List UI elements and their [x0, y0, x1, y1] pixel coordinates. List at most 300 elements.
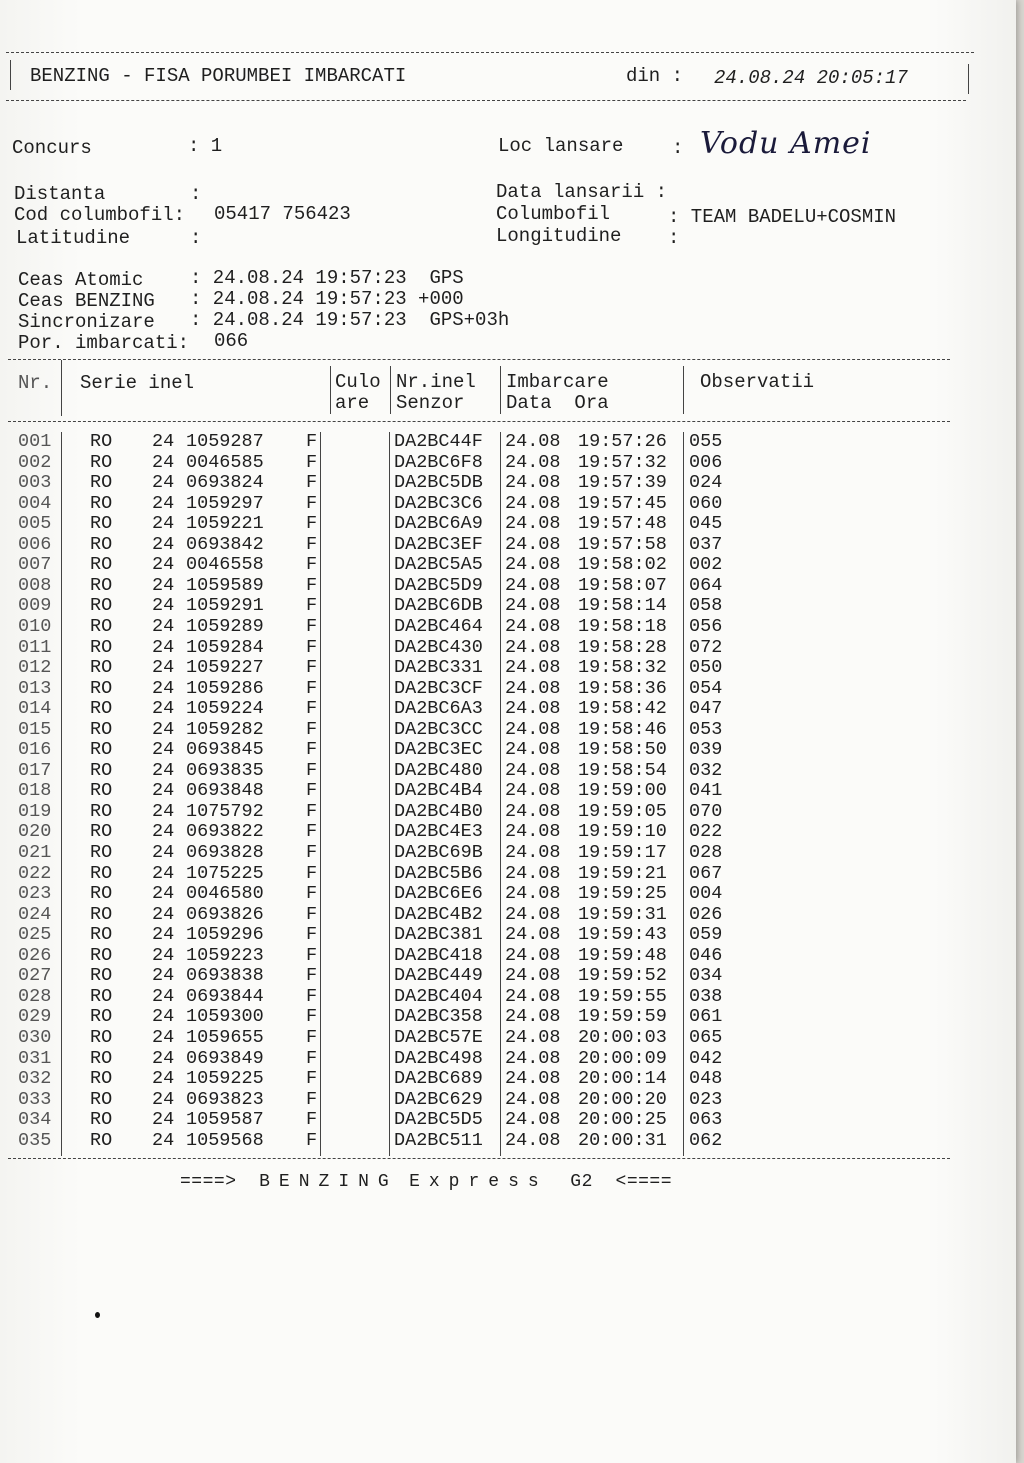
row-observation: 061	[689, 1006, 723, 1028]
row-boarding-date: 24.08	[505, 1026, 561, 1048]
row-sensor-id: DA2BC3CF	[394, 677, 483, 699]
row-boarding-time: 19:58:14	[578, 595, 667, 617]
row-boarding-date: 24.08	[505, 903, 561, 925]
row-ring-number: 1059655	[186, 1026, 264, 1048]
columbofil-value: : TEAM BADELU+COSMIN	[668, 206, 897, 228]
row-observation: 042	[689, 1047, 723, 1069]
row-boarding-date: 24.08	[505, 636, 561, 658]
row-observation: 034	[689, 965, 723, 987]
row-year: 24	[152, 492, 175, 514]
row-boarding-date: 24.08	[505, 1109, 561, 1131]
row-boarding-date: 24.08	[505, 718, 561, 740]
row-number: 015	[18, 718, 52, 740]
col-nr-header: Nr.	[18, 372, 53, 394]
row-year: 24	[152, 657, 175, 679]
row-sex: F	[306, 657, 318, 679]
row-ring-number: 0693849	[186, 1047, 264, 1069]
row-observation: 070	[689, 800, 723, 822]
row-sensor-id: DA2BC358	[394, 1006, 483, 1028]
por-imbarcati-label: Por. imbarcati:	[18, 332, 190, 354]
row-year: 24	[152, 615, 175, 637]
row-sex: F	[306, 492, 318, 514]
row-country: RO	[90, 1047, 113, 1069]
row-year: 24	[152, 1068, 175, 1090]
row-sex: F	[306, 1088, 318, 1110]
row-country: RO	[90, 821, 113, 843]
row-observation: 064	[689, 574, 723, 596]
footer-model: G2	[570, 1172, 593, 1192]
latitudine-label: Latitudine	[16, 227, 131, 249]
row-number: 020	[18, 821, 52, 843]
row-ring-number: 0693835	[186, 759, 264, 781]
row-boarding-time: 19:58:02	[578, 554, 667, 576]
col-divider	[500, 366, 501, 414]
row-sensor-id: DA2BC404	[394, 985, 483, 1007]
table-bottom-rule	[8, 1158, 950, 1159]
row-sex: F	[306, 718, 318, 740]
row-number: 035	[18, 1129, 52, 1151]
row-year: 24	[152, 883, 175, 905]
table-row	[0, 1131, 760, 1152]
row-sex: F	[306, 903, 318, 925]
row-boarding-date: 24.08	[505, 965, 561, 987]
row-country: RO	[90, 944, 113, 966]
row-country: RO	[90, 1129, 113, 1151]
table-row	[0, 781, 760, 802]
row-ring-number: 0693828	[186, 842, 264, 863]
row-number: 013	[18, 677, 52, 699]
row-boarding-time: 19:58:28	[578, 636, 667, 658]
row-sex: F	[306, 1109, 318, 1131]
footer-express: Express	[409, 1172, 548, 1192]
row-ring-number: 1059221	[186, 513, 264, 535]
row-country: RO	[90, 924, 113, 946]
row-ring-number: 1059223	[186, 944, 264, 966]
row-country: RO	[90, 513, 113, 535]
row-ring-number: 0693824	[186, 472, 264, 494]
row-sensor-id: DA2BC69B	[394, 842, 483, 863]
row-ring-number: 1059587	[186, 1109, 264, 1131]
loc-lansare-label: Loc lansare	[498, 135, 624, 157]
row-sensor-id: DA2BC5D5	[394, 1109, 483, 1131]
table-row	[0, 576, 760, 597]
row-observation: 065	[689, 1026, 723, 1048]
row-year: 24	[152, 1026, 175, 1048]
row-sex: F	[306, 554, 318, 576]
row-year: 24	[152, 698, 175, 720]
row-boarding-time: 19:59:43	[578, 924, 667, 946]
col-data-ora-header: Data Ora	[506, 392, 609, 414]
table-row	[0, 679, 760, 700]
concurs-value: : 1	[188, 135, 223, 157]
row-boarding-time: 19:59:55	[578, 985, 667, 1007]
row-observation: 006	[689, 451, 723, 473]
col-observatii-header: Observatii	[700, 371, 815, 393]
row-sex: F	[306, 1129, 318, 1151]
row-number: 024	[18, 903, 52, 925]
col-are-header: are	[335, 392, 370, 414]
row-boarding-date: 24.08	[505, 924, 561, 946]
row-number: 027	[18, 965, 52, 987]
row-country: RO	[90, 985, 113, 1007]
row-observation: 038	[689, 985, 723, 1007]
row-boarding-date: 24.08	[505, 842, 561, 863]
row-year: 24	[152, 513, 175, 535]
footer-left-arrow: ====>	[180, 1172, 237, 1192]
row-observation: 048	[689, 1068, 723, 1090]
col-nrinel-header: Nr.inel	[396, 371, 476, 393]
row-sex: F	[306, 759, 318, 781]
data-lansarii-label: Data lansarii :	[496, 181, 668, 203]
row-boarding-time: 20:00:31	[578, 1129, 667, 1151]
row-year: 24	[152, 595, 175, 617]
row-sex: F	[306, 821, 318, 843]
row-boarding-date: 24.08	[505, 595, 561, 617]
report-title: BENZING - FISA PORUMBEI IMBARCATI	[30, 65, 407, 87]
row-boarding-date: 24.08	[505, 677, 561, 699]
row-boarding-date: 24.08	[505, 1047, 561, 1069]
row-country: RO	[90, 1109, 113, 1131]
row-sex: F	[306, 513, 318, 535]
row-boarding-time: 19:57:26	[578, 431, 667, 452]
row-sensor-id: DA2BC5DB	[394, 472, 483, 494]
row-boarding-time: 19:57:39	[578, 472, 667, 494]
row-ring-number: 0693822	[186, 821, 264, 843]
row-year: 24	[152, 451, 175, 473]
row-boarding-time: 19:57:45	[578, 492, 667, 514]
row-sensor-id: DA2BC418	[394, 944, 483, 966]
row-sensor-id: DA2BC381	[394, 924, 483, 946]
table-row	[0, 884, 760, 905]
row-observation: 046	[689, 944, 723, 966]
row-boarding-date: 24.08	[505, 533, 561, 555]
table-row	[0, 946, 760, 967]
ceas-atomic-label: Ceas Atomic	[18, 269, 144, 291]
loc-lansare-handwritten: Vodu Amei	[700, 126, 872, 161]
row-country: RO	[90, 677, 113, 699]
table-row	[0, 1049, 760, 1070]
row-country: RO	[90, 862, 113, 884]
col-culo-header: Culo	[335, 371, 381, 393]
row-year: 24	[152, 533, 175, 555]
table-row	[0, 720, 760, 741]
concurs-label: Concurs	[12, 137, 92, 159]
row-sensor-id: DA2BC4B0	[394, 800, 483, 822]
col-imbarcare-header: Imbarcare	[506, 371, 609, 393]
row-boarding-date: 24.08	[505, 1129, 561, 1151]
row-country: RO	[90, 554, 113, 576]
row-year: 24	[152, 780, 175, 802]
row-sensor-id: DA2BC3EF	[394, 533, 483, 555]
row-boarding-time: 19:59:21	[578, 862, 667, 884]
row-ring-number: 1059284	[186, 636, 264, 658]
row-sensor-id: DA2BC480	[394, 759, 483, 781]
row-observation: 032	[689, 759, 723, 781]
row-sensor-id: DA2BC5D9	[394, 574, 483, 596]
row-boarding-time: 19:59:17	[578, 842, 667, 863]
row-ring-number: 0693826	[186, 903, 264, 925]
row-ring-number: 0693823	[186, 1088, 264, 1110]
row-sex: F	[306, 615, 318, 637]
row-boarding-time: 19:58:36	[578, 677, 667, 699]
row-boarding-time: 19:58:18	[578, 615, 667, 637]
row-sensor-id: DA2BC3EC	[394, 739, 483, 761]
row-number: 023	[18, 883, 52, 905]
col-divider	[390, 366, 391, 414]
row-sex: F	[306, 862, 318, 884]
table-row	[0, 822, 760, 843]
row-sex: F	[306, 698, 318, 720]
row-sex: F	[306, 842, 318, 863]
row-year: 24	[152, 472, 175, 494]
row-observation: 060	[689, 492, 723, 514]
row-sex: F	[306, 883, 318, 905]
row-number: 011	[18, 636, 52, 658]
row-number: 014	[18, 698, 52, 720]
col-senzor-header: Senzor	[396, 392, 465, 414]
row-sensor-id: DA2BC44F	[394, 431, 483, 452]
row-observation: 037	[689, 533, 723, 555]
row-number: 006	[18, 533, 52, 555]
col-serie-header: Serie inel	[80, 372, 195, 394]
row-country: RO	[90, 1068, 113, 1090]
row-country: RO	[90, 595, 113, 617]
row-observation: 058	[689, 595, 723, 617]
row-boarding-time: 19:59:31	[578, 903, 667, 925]
row-boarding-time: 19:57:58	[578, 533, 667, 555]
distanta-value: :	[190, 183, 202, 205]
row-country: RO	[90, 533, 113, 555]
row-observation: 062	[689, 1129, 723, 1151]
table-row	[0, 638, 760, 659]
sincronizare-value: : 24.08.24 19:57:23 GPS+03h	[190, 309, 510, 331]
row-sex: F	[306, 533, 318, 555]
row-boarding-date: 24.08	[505, 492, 561, 514]
row-year: 24	[152, 1006, 175, 1028]
row-boarding-date: 24.08	[505, 554, 561, 576]
row-country: RO	[90, 1006, 113, 1028]
row-country: RO	[90, 698, 113, 720]
row-year: 24	[152, 677, 175, 699]
report-din-label: din :	[626, 65, 684, 87]
row-sensor-id: DA2BC4B2	[394, 903, 483, 925]
row-observation: 023	[689, 1088, 723, 1110]
row-sensor-id: DA2BC3C6	[394, 492, 483, 514]
row-boarding-date: 24.08	[505, 431, 561, 452]
table-row	[0, 432, 760, 453]
row-boarding-date: 24.08	[505, 1088, 561, 1110]
row-country: RO	[90, 800, 113, 822]
row-boarding-time: 19:58:07	[578, 574, 667, 596]
row-sex: F	[306, 472, 318, 494]
row-year: 24	[152, 718, 175, 740]
row-year: 24	[152, 965, 175, 987]
row-number: 028	[18, 985, 52, 1007]
latitudine-value: :	[190, 227, 202, 249]
row-country: RO	[90, 574, 113, 596]
table-row	[0, 1110, 760, 1131]
row-sex: F	[306, 965, 318, 987]
header-right-border	[968, 64, 969, 94]
table-row	[0, 617, 760, 638]
row-sex: F	[306, 677, 318, 699]
row-number: 005	[18, 513, 52, 535]
row-country: RO	[90, 718, 113, 740]
table-row	[0, 473, 760, 494]
col-divider	[683, 366, 684, 414]
row-boarding-time: 19:58:32	[578, 657, 667, 679]
row-country: RO	[90, 842, 113, 863]
row-boarding-time: 20:00:09	[578, 1047, 667, 1069]
row-country: RO	[90, 1026, 113, 1048]
row-sex: F	[306, 944, 318, 966]
row-sex: F	[306, 1068, 318, 1090]
row-observation: 028	[689, 842, 723, 863]
table-header-top-rule	[8, 359, 950, 360]
row-boarding-date: 24.08	[505, 759, 561, 781]
table-row	[0, 966, 760, 987]
row-country: RO	[90, 657, 113, 679]
row-ring-number: 1059297	[186, 492, 264, 514]
row-year: 24	[152, 903, 175, 925]
row-boarding-time: 19:57:32	[578, 451, 667, 473]
row-number: 022	[18, 862, 52, 884]
table-row	[0, 555, 760, 576]
table-row	[0, 658, 760, 679]
row-boarding-time: 20:00:20	[578, 1088, 667, 1110]
row-sex: F	[306, 1006, 318, 1028]
header-left-border	[10, 60, 11, 90]
row-observation: 002	[689, 554, 723, 576]
table-row	[0, 494, 760, 515]
row-boarding-date: 24.08	[505, 451, 561, 473]
row-boarding-time: 19:59:10	[578, 821, 667, 843]
row-number: 008	[18, 574, 52, 596]
cod-columbofil-label: Cod columbofil:	[14, 204, 186, 226]
footer-banner	[180, 1172, 672, 1192]
row-sex: F	[306, 636, 318, 658]
row-number: 012	[18, 657, 52, 679]
row-boarding-date: 24.08	[505, 862, 561, 884]
row-sex: F	[306, 574, 318, 596]
row-sex: F	[306, 431, 318, 452]
row-number: 019	[18, 800, 52, 822]
row-boarding-date: 24.08	[505, 985, 561, 1007]
row-year: 24	[152, 1109, 175, 1131]
row-year: 24	[152, 574, 175, 596]
ink-dot	[95, 1312, 100, 1318]
row-boarding-time: 19:59:52	[578, 965, 667, 987]
table-row	[0, 740, 760, 761]
row-country: RO	[90, 615, 113, 637]
row-observation: 072	[689, 636, 723, 658]
row-country: RO	[90, 472, 113, 494]
table-row	[0, 761, 760, 782]
table-row	[0, 1090, 760, 1111]
row-sex: F	[306, 985, 318, 1007]
row-year: 24	[152, 944, 175, 966]
row-observation: 067	[689, 862, 723, 884]
row-year: 24	[152, 924, 175, 946]
row-sex: F	[306, 1026, 318, 1048]
table-row	[0, 864, 760, 885]
row-sensor-id: DA2BC3CC	[394, 718, 483, 740]
row-country: RO	[90, 431, 113, 452]
row-number: 009	[18, 595, 52, 617]
row-boarding-date: 24.08	[505, 615, 561, 637]
row-boarding-time: 20:00:25	[578, 1109, 667, 1131]
row-observation: 047	[689, 698, 723, 720]
row-year: 24	[152, 759, 175, 781]
row-ring-number: 1075225	[186, 862, 264, 884]
row-sensor-id: DA2BC6A9	[394, 513, 483, 535]
ceas-benzing-label: Ceas BENZING	[18, 290, 155, 312]
table-row	[0, 925, 760, 946]
row-ring-number: 0693845	[186, 739, 264, 761]
row-boarding-date: 24.08	[505, 698, 561, 720]
row-boarding-time: 19:59:00	[578, 780, 667, 802]
table-header-bottom-rule	[8, 421, 950, 422]
row-ring-number: 0693844	[186, 985, 264, 1007]
columbofil-label: Columbofil	[496, 203, 611, 225]
row-boarding-date: 24.08	[505, 800, 561, 822]
row-sensor-id: DA2BC6DB	[394, 595, 483, 617]
row-country: RO	[90, 780, 113, 802]
longitudine-label: Longitudine	[496, 225, 622, 247]
table-row	[0, 514, 760, 535]
row-observation: 004	[689, 883, 723, 905]
row-country: RO	[90, 636, 113, 658]
row-number: 017	[18, 759, 52, 781]
row-sensor-id: DA2BC689	[394, 1068, 483, 1090]
row-observation: 045	[689, 513, 723, 535]
row-sensor-id: DA2BC464	[394, 615, 483, 637]
row-boarding-date: 24.08	[505, 1068, 561, 1090]
ceas-benzing-value: : 24.08.24 19:57:23 +000	[190, 288, 464, 310]
table-row	[0, 802, 760, 823]
row-number: 033	[18, 1088, 52, 1110]
row-year: 24	[152, 554, 175, 576]
row-sex: F	[306, 780, 318, 802]
row-observation: 056	[689, 615, 723, 637]
row-observation: 059	[689, 924, 723, 946]
table-row	[0, 905, 760, 926]
row-boarding-time: 19:57:48	[578, 513, 667, 535]
row-year: 24	[152, 1129, 175, 1151]
row-sex: F	[306, 451, 318, 473]
row-sex: F	[306, 800, 318, 822]
row-boarding-time: 19:58:50	[578, 739, 667, 761]
cod-columbofil-value: 05417 756423	[214, 203, 351, 225]
row-observation: 024	[689, 472, 723, 494]
row-boarding-date: 24.08	[505, 739, 561, 761]
row-sensor-id: DA2BC4B4	[394, 780, 483, 802]
row-boarding-date: 24.08	[505, 780, 561, 802]
row-ring-number: 1059287	[186, 431, 264, 452]
table-row	[0, 699, 760, 720]
row-ring-number: 1059568	[186, 1129, 264, 1151]
row-sensor-id: DA2BC5A5	[394, 554, 483, 576]
table-row	[0, 596, 760, 617]
row-ring-number: 0693838	[186, 965, 264, 987]
row-number: 018	[18, 780, 52, 802]
row-ring-number: 0693842	[186, 533, 264, 555]
row-sensor-id: DA2BC511	[394, 1129, 483, 1151]
header-bottom-rule	[6, 100, 966, 101]
row-country: RO	[90, 451, 113, 473]
row-number: 029	[18, 1006, 52, 1028]
row-country: RO	[90, 492, 113, 514]
